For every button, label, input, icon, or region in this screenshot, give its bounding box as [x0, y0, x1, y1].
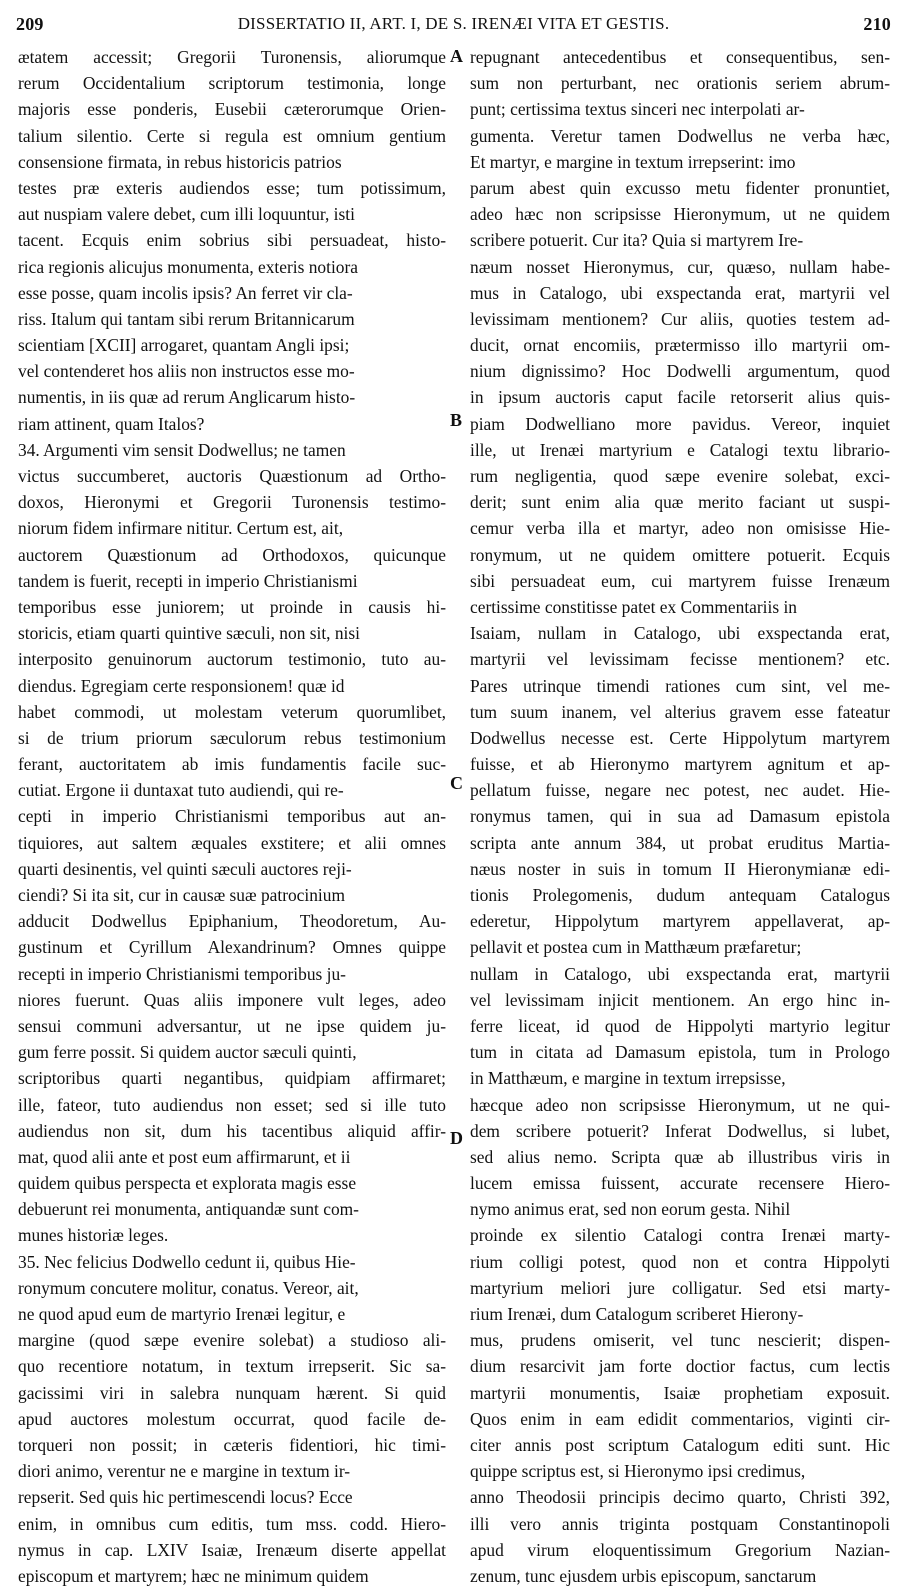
text-line: storicis, etiam quarti quintive sæculi, non sit, nisi: [18, 623, 360, 644]
text-line: cutiat. Ergone ii duntaxat tuto audiendi, qui re-: [18, 780, 344, 801]
text-line: sensui communi adversantur, ut ne ipse quidem ju-: [18, 1015, 446, 1036]
text-line: martyrii monumentis, Isaiæ prophetiam exposuit.: [470, 1382, 890, 1403]
text-line: margine (quod sæpe evenire solebat) a studioso ali-: [18, 1330, 446, 1351]
text-line: riam attinent, quam Italos?: [18, 413, 205, 434]
text-line: adducit Dodwellus Epiphanium, Theodoretum, Au-: [18, 911, 446, 932]
text-line: hæcque adeo non scripsisse Hieronymum, ut ne qui-: [470, 1094, 890, 1115]
text-line: rum negligentia, quod sæpe evenire solebat, exci-: [470, 466, 890, 486]
text-line: tum in citata ad Damasum epistola, tum in Prologo: [470, 1042, 890, 1063]
text-line: anno Theodosii principis decimo quarto, Christi 392,: [470, 1487, 890, 1508]
text-line: doxos, Hieronymi et Gregorii Turonensis testimo-: [18, 492, 446, 513]
text-line: cepti in imperio Christianismi temporibus aut an-: [18, 806, 446, 827]
text-line: pellavit et postea cum in Matthæum præfaretur;: [470, 937, 802, 958]
text-line: auctorem Quæstionum ad Orthodoxos, quicunque: [18, 544, 446, 565]
running-header: [16, 14, 891, 40]
text-line: munes historiæ leges.: [18, 1225, 169, 1246]
margin-letter-d: D: [450, 1128, 463, 1148]
text-line: ille, fateor, tuto audiendus non esset; sed si ille tuto: [18, 1094, 446, 1115]
text-line: vel levissimam injicit mentionem. An ergo hinc in-: [470, 989, 890, 1010]
text-line: majoris esse ponderis, Eusebii cæterorumque Orien-: [18, 99, 446, 120]
text-line: ducit, ornat encomiis, prætermisso illo martyrii om-: [470, 335, 890, 356]
text-line: levissimam mentionem? Cur aliis, quoties testem ad-: [470, 308, 890, 329]
text-line: adeo hæc non scripsisse Hieronymum, ut ne quidem: [470, 204, 890, 225]
text-line: sed alius nemo. Scripta quæ ab illustribus viris in: [470, 1146, 890, 1167]
text-line: numentis, in iis quæ ad rerum Anglicarum histo-: [18, 387, 356, 408]
left-column: [18, 44, 446, 1589]
text-line: tiquiores, aut saltem æquales exstitere; et alii omnes: [18, 832, 446, 853]
text-line: enim, in omnibus cum editis, tum mss. codd. Hiero-: [18, 1513, 446, 1534]
margin-letter-b: B: [450, 410, 463, 430]
text-line: ille, ut Irenæi martyrium e Catalogi textu librario-: [470, 439, 890, 460]
text-line: vel contenderet hos aliis non instructos esse mo-: [18, 361, 355, 382]
text-line: punt; certissima textus sinceri nec interpolati ar-: [470, 99, 805, 120]
text-line: tandem is fuerit, recepti in imperio Christianismi: [18, 570, 358, 591]
text-line: Pares utrinque timendi rationes cum sint, vel me-: [470, 675, 890, 696]
margin-letter-a: A: [450, 46, 463, 66]
text-line: nymo animus erat, sed non eorum gesta. Nihil: [470, 1199, 791, 1220]
text-line: gumenta. Veretur tamen Dodwellus ne verba hæc,: [470, 125, 890, 146]
text-line: ferant, auctoritatem ab imis fundamentis facile suc-: [18, 754, 446, 775]
text-line: zenum, tunc ejusdem urbis episcopum, sanctarum: [470, 1565, 817, 1586]
text-line: audiendus non sit, dum his tacentibus aliquid affir-: [18, 1120, 446, 1141]
text-line: mus, prudens omiserit, vel tunc nescierit; dispen-: [470, 1330, 890, 1351]
text-line: piam Dodwelliano more pavidus. Vereor, inquiet: [470, 413, 890, 434]
text-line: temporibus esse juniorem; ut proinde in causis hi-: [18, 596, 446, 617]
text-line: talium silentio. Certe si regula est omnium gentium: [18, 125, 446, 146]
text-line: 35. Nec felicius Dodwello cedunt ii, quibus Hie-: [18, 1251, 356, 1272]
text-line: gustinum et Cyrillum Alexandrinum? Omnes quippe: [18, 937, 446, 958]
text-line: martyrii vel levissimam fecisse mentionem? etc.: [470, 649, 890, 670]
text-line: næum nosset Hieronymus, cur, quæso, nullam habe-: [470, 256, 890, 277]
text-line: derit; sunt enim alia quæ merito faciant ut suspi-: [470, 492, 890, 513]
text-line: consensione firmata, in rebus historicis patrios: [18, 151, 342, 172]
text-line: ronymum, ut ne quidem omittere potuerit. Ecquis: [470, 544, 890, 565]
text-line: gum ferre possit. Si quidem auctor sæculi quinti,: [18, 1042, 357, 1063]
text-line: quo recentiore notatum, in textum irrepserit. Sic sa-: [18, 1356, 446, 1377]
text-line: debuerunt rei monumenta, antiquandæ sunt com-: [18, 1199, 359, 1220]
text-line: Isaiam, nullam in Catalogo, ubi exspectanda erat,: [470, 623, 890, 644]
text-line: quidem quibus perspecta et explorata magis esse: [18, 1173, 357, 1194]
text-line: esse posse, quam incolis ipsis? An ferret vir cla-: [18, 282, 353, 303]
text-line: repserit. Sed quis hic pertimescendi locus? Ecce: [18, 1487, 353, 1508]
text-line: ederetur, Hippolytum martyrem appellaverat, ap-: [470, 911, 890, 932]
text-line: nullam in Catalogo, ubi exspectanda erat, martyrii: [470, 963, 890, 984]
text-line: Dodwellus necesse est. Certe Hippolytum martyrem: [470, 727, 890, 748]
text-line: fuisse, et ab Hieronymo martyrem agnitum et ap-: [470, 754, 890, 775]
text-line: aut nuspiam valere debet, cum illi loquuntur, isti: [18, 204, 355, 225]
text-line: niorum fidem infirmare nititur. Certum est, ait,: [18, 518, 344, 539]
text-line: dem scribere potuerit? Inferat Dodwellus, si lubet,: [470, 1120, 890, 1141]
text-line: mat, quod alii ante et post eum affirmarunt, et ii: [18, 1146, 351, 1167]
page-number-left: 209: [16, 14, 44, 34]
text-line: torqueri non possit; in cæteris fidentiori, hic timi-: [18, 1434, 446, 1455]
text-line: scribere potuerit. Cur ita? Quia si martyrem Ire-: [470, 230, 804, 251]
text-line: ferre liceat, id quod de Hippolyti martyrio legitur: [470, 1015, 890, 1036]
text-line: rium colligi potest, quod non et contra Hippolyti: [470, 1251, 890, 1272]
text-line: scripta ante annum 384, ut probat eruditus Martia-: [470, 832, 890, 853]
text-line: tionis Prolegomenis, dudum antequam Catalogus: [470, 885, 890, 905]
text-line: tacent. Ecquis enim sobrius sibi persuadeat, histo-: [18, 230, 446, 251]
text-line: gacissimi viri in salebra nunquam hærent. Si quid: [18, 1382, 446, 1403]
text-line: apud auctores molestum occurrat, quod facile de-: [18, 1408, 446, 1429]
text-line: repugnant antecedentibus et consequentibus, sen-: [470, 47, 890, 67]
text-line: in Matthæum, e margine in textum irrepsisse,: [470, 1068, 786, 1089]
text-line: scriptoribus quarti negantibus, quidpiam affirmaret;: [18, 1068, 446, 1089]
text-line: ne quod apud eum de martyrio Irenæi legitur, e: [18, 1304, 346, 1324]
text-line: 34. Argumenti vim sensit Dodwellus; ne tamen: [18, 439, 346, 460]
text-line: næus noster in suis in tomum II Hieronymianæ edi-: [470, 858, 890, 879]
text-line: in ipsum auctoris caput facile retorserit alius quis-: [470, 387, 890, 408]
text-line: diendus. Egregiam certe responsionem! quæ id: [18, 675, 345, 696]
text-line: habet commodi, ut molestam veterum quorumlibet,: [18, 701, 446, 722]
text-line: martyrium meliori jure colligatur. Sed etsi marty-: [470, 1277, 890, 1298]
text-line: tum suum inanem, vel alterius gravem esse fateatur: [470, 701, 890, 722]
text-line: Et martyr, e margine in textum irrepserint: imo: [470, 151, 796, 172]
text-line: nium dignissimo? Hoc Dodwelli argumentum, quod: [470, 361, 890, 382]
text-line: ronymum concutere molitur, conatus. Vereor, ait,: [18, 1277, 359, 1298]
text-line: rium Irenæi, dum Catalogum scriberet Hierony-: [470, 1304, 804, 1324]
right-column: [470, 44, 890, 1589]
page-number-right: 210: [863, 14, 891, 34]
text-line: interposito genuinorum auctorum testimonio, tuto au-: [18, 649, 446, 670]
text-line: mus in Catalogo, ubi exspectanda erat, martyrii vel: [470, 282, 890, 303]
text-line: apud virum eloquentissimum Gregorium Nazian-: [470, 1539, 890, 1560]
text-line: sum non perturbant, nec orationis seriem abrum-: [470, 73, 890, 94]
text-line: testes præ exteris audiendos esse; tum potissimum,: [18, 177, 446, 198]
text-line: lucem emissa fuissent, accurate recensere Hiero-: [470, 1173, 890, 1194]
text-line: dium resarcivit jam forte doctior factus, cum lectis: [470, 1356, 890, 1377]
text-line: quippe scriptus est, si Hieronymo ipsi credimus,: [470, 1461, 806, 1482]
text-line: citer annis post scriptum Catalogum editi sunt. Hic: [470, 1434, 890, 1455]
text-line: quarti desinentis, vel quinti sæculi auctores reji-: [18, 858, 352, 879]
text-line: Quos enim in eam edidit commentarios, viginti cir-: [470, 1408, 890, 1429]
text-line: cemur verba illa et martyr, adeo non omisisse Hie-: [470, 518, 890, 539]
text-line: rerum Occidentalium scriptorum testimonia, longe: [18, 73, 446, 94]
text-line: scientiam [XCII] arrogaret, quantam Angli ipsi;: [18, 335, 350, 356]
text-line: rica regionis alicujus monumenta, exteris notiora: [18, 256, 358, 277]
text-line: sibi persuadeat eum, cui martyrem fuisse Irenæum: [470, 570, 890, 591]
margin-letter-c: C: [450, 773, 463, 793]
text-line: ronymus tamen, qui in sua ad Damasum epistola: [470, 806, 890, 827]
text-line: parum abest quin excusso metu fidenter pronuntiet,: [470, 177, 890, 198]
text-line: recepti in imperio Christianismi temporibus ju-: [18, 963, 346, 984]
running-title: DISSERTATIO II, ART. I, DE S. IRENÆI VITA ET GESTIS.: [237, 14, 670, 33]
text-line: diori animo, verentur ne e margine in textum ir-: [18, 1461, 351, 1482]
text-line: pellatum fuisse, negare nec potest, nec audet. Hie-: [470, 780, 890, 801]
text-line: episcopum et martyrem; hæc ne minimum quidem: [18, 1565, 369, 1586]
text-line: certissime constitisse patet ex Commentariis in: [470, 596, 797, 617]
text-line: riss. Italum qui tantam sibi rerum Britannicarum: [18, 308, 355, 329]
text-line: illi vero annis triginta postquam Constantinopoli: [470, 1513, 890, 1534]
text-line: victus succumberet, auctoris Quæstionum ad Ortho-: [18, 466, 446, 486]
text-line: ciendi? Si ita sit, cur in causæ suæ patrocinium: [18, 885, 345, 905]
text-line: proinde ex silentio Catalogi contra Irenæi marty-: [470, 1225, 890, 1246]
text-line: ætatem accessit; Gregorii Turonensis, aliorumque: [18, 47, 446, 67]
text-line: si de trium priorum sæculorum rebus testimonium: [18, 727, 446, 748]
text-line: nymus in cap. LXIV Isaiæ, Irenæum diserte appellat: [18, 1539, 446, 1560]
text-line: niores fuerunt. Quas aliis imponere vult leges, adeo: [18, 989, 446, 1010]
